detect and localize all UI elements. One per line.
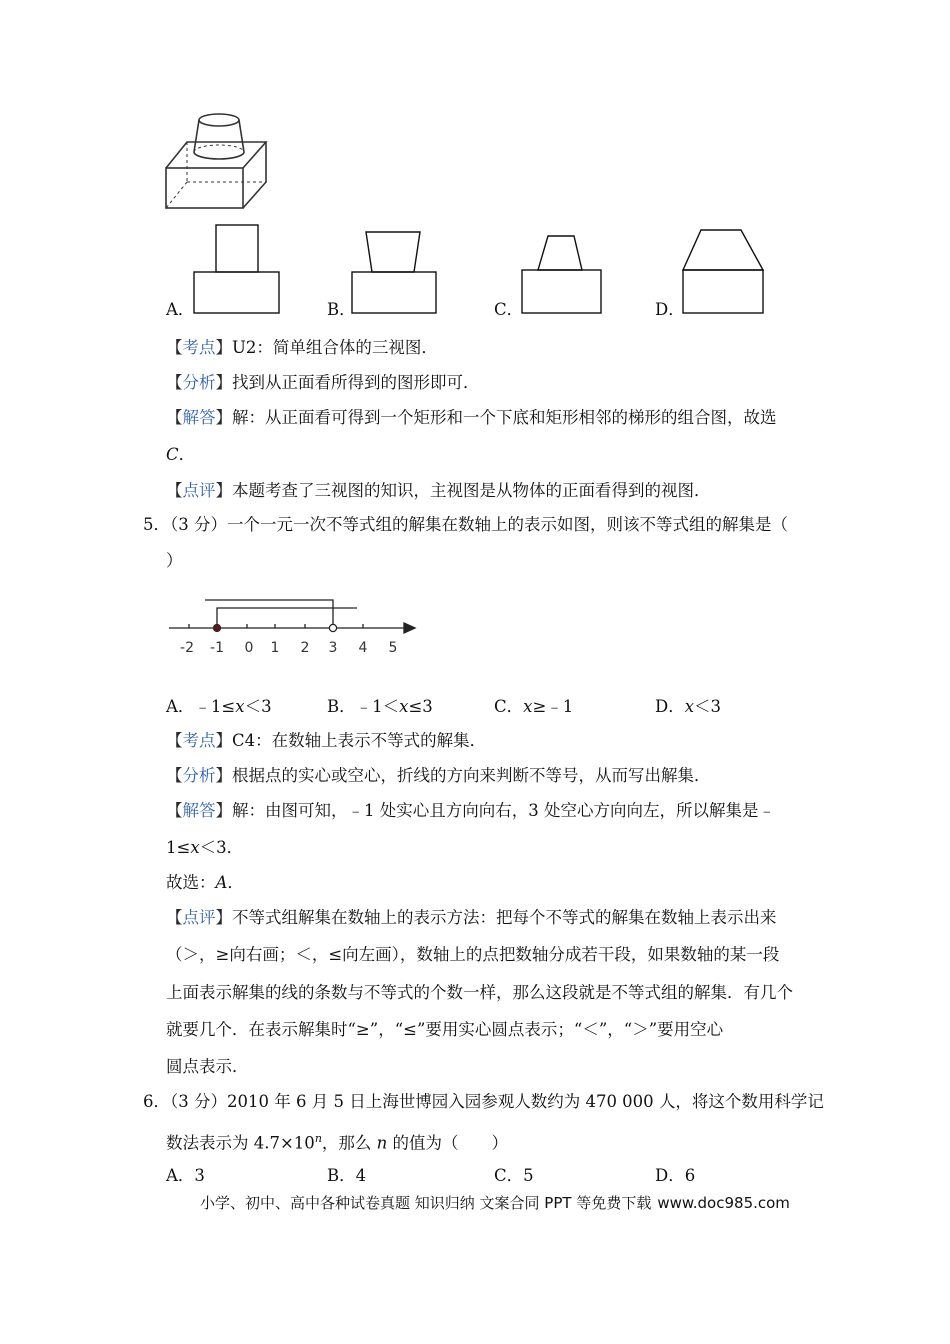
q6-var: n [376, 1133, 388, 1153]
q4-kaodian: 【考点】U2：简单组合体的三视图． [166, 338, 438, 357]
q6-stem-line1: （3 分）2010 年 6 月 5 日上海世博园入园参观人数约为 470 000 人，将这个数用科学记 [170, 1092, 824, 1111]
jieda-end: ． [227, 873, 244, 892]
q5-jieda-line3 [166, 872, 244, 894]
q6-number: 6． [143, 1092, 170, 1111]
tick-label: 1 [270, 640, 280, 656]
q5-answer: A [215, 873, 228, 892]
q6-option-d [655, 1165, 695, 1187]
option-post: ＜3 [694, 697, 722, 716]
q6-option-a [166, 1165, 205, 1187]
option-var: x [235, 697, 245, 716]
q6-stem [143, 1091, 824, 1113]
q5-dianping-line5: 圆点表示． [166, 1057, 249, 1076]
option-var: x [399, 697, 409, 716]
option-c-label: C． [494, 300, 524, 319]
footer-url[interactable]: www.doc985.com [657, 1194, 790, 1212]
option-d-label: D． [655, 300, 685, 319]
option-c-figure [520, 232, 605, 316]
fenxi-tag: 分析 [182, 766, 216, 785]
q6-exponent: n [314, 1132, 322, 1145]
q5-stem-line1: （3 分）一个一元一次不等式组的解集在数轴上的表示如图，则该不等式组的解集是（ [170, 515, 788, 534]
kaodian-tag: 考点 [182, 731, 216, 750]
option-a-label: A． [166, 300, 195, 319]
q6-stem-post: 的值为（ ） [387, 1133, 509, 1153]
q5-fenxi: 【分析】根据点的实心或空心，折线的方向来判断不等号，从而写出解集． [166, 766, 711, 785]
q4-jieda: 【解答】解：从正面看可得到一个矩形和一个下底和矩形相邻的梯形的组合图，故选 [166, 408, 777, 427]
q4-kaodian-text: U2：简单组合体的三视图． [232, 338, 438, 357]
q5-number: 5． [143, 515, 170, 534]
kaodian-tag: 考点 [182, 338, 216, 357]
q5-option-c [494, 696, 573, 718]
q5-stem-line2: ） [166, 551, 183, 570]
option-label: C． [494, 1166, 524, 1185]
q6-stem-pre: 数法表示为 4.7×10 [166, 1133, 315, 1153]
q5-dianping-line1: 不等式组解集在数轴上的表示方法：把每个不等式的解集在数轴上表示出来 [232, 908, 777, 927]
tick-label: -2 [180, 640, 194, 656]
tick-label: -1 [210, 640, 224, 656]
option-b-label: B． [327, 300, 356, 319]
q4-jieda-line2 [166, 444, 195, 466]
q5-option-a [166, 696, 272, 718]
q5-jieda-line1: 解：由图可知，﹣1 处实心且方向向右，3 处空心方向向左，所以解集是﹣ [232, 801, 775, 820]
tick-label: 3 [328, 640, 338, 656]
q4-answer: C [166, 445, 179, 464]
q5-stem [143, 514, 788, 536]
option-label: C． [494, 697, 524, 716]
footer-text: 小学、初中、高中各种试卷真题 知识归纳 文案合同 PPT 等免费下载 [200, 1194, 652, 1212]
footer [200, 1192, 790, 1213]
q5-kaodian: 【考点】C4：在数轴上表示不等式的解集． [166, 731, 487, 750]
option-var: x [523, 697, 533, 716]
jieda-tag: 解答 [182, 408, 216, 427]
option-value: 3 [194, 1166, 205, 1185]
q6-stem-line2 [166, 1128, 508, 1155]
q4-jieda-end: ． [178, 445, 196, 464]
solid-point [213, 624, 220, 631]
q6-stem-mid: ，那么 [321, 1133, 377, 1153]
tick-label: 0 [244, 640, 254, 656]
option-label: A． [166, 697, 195, 716]
q6-option-c [494, 1165, 534, 1187]
option-label: B． [327, 1166, 356, 1185]
option-label: D． [655, 697, 685, 716]
jieda-pre: 1≤ [166, 838, 191, 857]
q4-fenxi: 【分析】找到从正面看所得到的图形即可． [166, 373, 480, 392]
q5-kaodian-text: C4：在数轴上表示不等式的解集． [232, 731, 487, 750]
dianping-tag: 点评 [182, 481, 216, 500]
q5-jieda: 【解答】解：由图可知，﹣1 处实心且方向向右，3 处空心方向向左，所以解集是﹣ [166, 801, 775, 820]
option-label: A． [166, 1166, 195, 1185]
q5-dianping-line3: 上面表示解集的线的条数与不等式的个数一样，那么这段就是不等式组的解集．有几个 [166, 983, 793, 1002]
tick-label: 2 [300, 640, 310, 656]
tick-label: 4 [358, 640, 368, 656]
option-value: 5 [523, 1166, 534, 1185]
option-b-figure [350, 228, 440, 316]
q5-dianping: 【点评】不等式组解集在数轴上的表示方法：把每个不等式的解集在数轴上表示出来 [166, 908, 777, 927]
option-label: B． [327, 697, 356, 716]
q4-dianping-text: 本题考查了三视图的知识，主视图是从物体的正面看得到的视图． [232, 481, 711, 500]
option-post: ≤3 [408, 697, 433, 716]
hollow-point [329, 624, 336, 631]
option-a-figure [192, 222, 282, 316]
option-d-figure [681, 226, 767, 316]
jieda-select: 故选： [166, 873, 216, 892]
q5-fenxi-text: 根据点的实心或空心，折线的方向来判断不等号，从而写出解集． [232, 766, 711, 785]
fenxi-tag: 分析 [182, 373, 216, 392]
number-line [165, 588, 420, 660]
q5-option-d [655, 696, 721, 718]
option-label: D． [655, 1166, 685, 1185]
q4-dianping: 【点评】本题考查了三视图的知识，主视图是从物体的正面看得到的视图． [166, 481, 711, 500]
solid-figure [160, 108, 275, 214]
q5-dianping-line2: （＞，≥向右画；＜，≤向左画），数轴上的点把数轴分成若干段，如果数轴的某一段 [166, 945, 780, 964]
option-pre: ﹣1＜ [355, 697, 400, 716]
dianping-tag: 点评 [182, 908, 216, 927]
option-post: ＜3 [244, 697, 272, 716]
q6-option-b [327, 1165, 366, 1187]
option-value: 6 [684, 1166, 696, 1185]
option-pre: ﹣1≤ [194, 697, 236, 716]
q4-jieda-line1: 解：从正面看可得到一个矩形和一个下底和矩形相邻的梯形的组合图，故选 [232, 408, 777, 427]
jieda-var: x [190, 838, 200, 857]
q5-dianping-line4: 就要几个．在表示解集时“≥”，“≤”要用实心圆点表示；“＜”，“＞”要用空心 [166, 1020, 724, 1039]
tick-label: 5 [388, 640, 398, 656]
jieda-post: ＜3． [199, 838, 244, 857]
q4-fenxi-text: 找到从正面看所得到的图形即可． [232, 373, 480, 392]
option-post: ≥﹣1 [532, 697, 574, 716]
option-value: 4 [355, 1166, 367, 1185]
jieda-tag: 解答 [182, 801, 216, 820]
q5-option-b [327, 696, 433, 718]
option-var: x [684, 697, 695, 716]
q5-jieda-line2 [166, 837, 243, 859]
